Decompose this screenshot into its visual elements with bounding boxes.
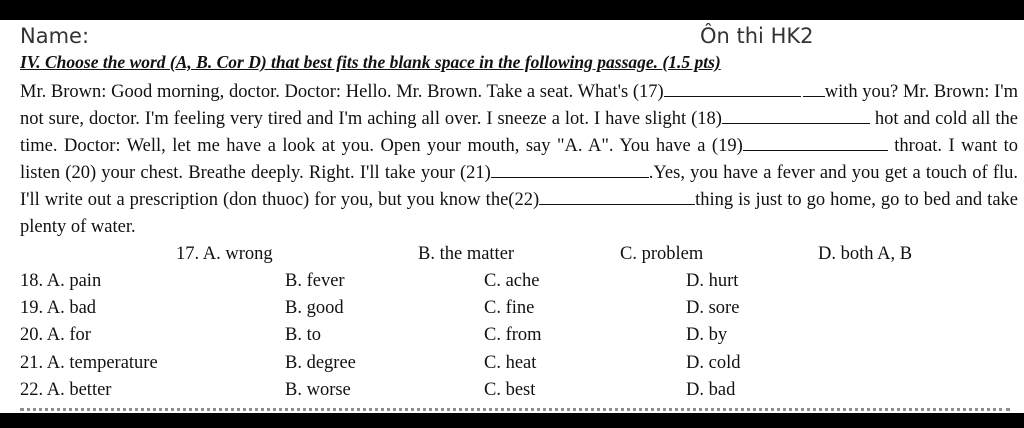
name-label: Name:: [20, 24, 90, 48]
option-b: B. worse: [285, 380, 351, 400]
option-c: C. ache: [484, 271, 540, 291]
option-a: 21. A. temperature: [20, 353, 158, 373]
blank-18: [722, 107, 870, 124]
passage-text-4: throat. I want to listen (20) your chest. Breathe deeply. Right. I'll take your (21): [20, 136, 1019, 183]
review-title: Ôn thi HK2: [700, 24, 814, 48]
passage-text-2: with you? Mr. Brown: I'm not sure, doctor. I'm feeling very tired and I'm aching all over. I sneeze a lot. I have slight (18): [20, 82, 1018, 129]
option-b: B. degree: [285, 353, 356, 373]
option-d: D. both A, B: [818, 244, 913, 264]
passage: [20, 79, 1018, 241]
option-d: D. sore: [686, 298, 740, 318]
blank-21: [491, 161, 649, 178]
option-a: 18. A. pain: [20, 271, 102, 291]
option-c: C. from: [484, 325, 542, 345]
blank-22: [539, 188, 695, 205]
passage-text-5: .Yes, you have a fever and you get a touch of flu. I'll write out a prescription (don thuoc) for you, but you know the(22): [20, 163, 1018, 210]
passage-text-1: Mr. Brown: Good morning, doctor. Doctor: Hello. Mr. Brown. Take a seat. What's (17): [20, 82, 664, 102]
passage-text-3: hot and cold all the time. Doctor: Well, let me have a look at you. Open your mouth, say "A. A". You have a (19): [20, 109, 1019, 156]
blank-17-tail: [803, 80, 825, 97]
option-b: B. the matter: [418, 244, 515, 264]
blank-17: [664, 80, 801, 97]
blank-19: [743, 134, 888, 151]
section-heading: IV. Choose the word (A, B. Cor D) that best fits the blank space in the following passage. (1.5 pts): [20, 52, 721, 72]
cropped-next-line: [20, 408, 1010, 413]
worksheet-page: [0, 20, 1024, 413]
option-a: 20. A. for: [20, 325, 91, 345]
passage-text-6: thing is just to go home, go to bed and take plenty of water.: [20, 190, 1018, 237]
option-b: B. to: [285, 325, 321, 345]
option-c: C. fine: [484, 298, 535, 318]
option-d: D. cold: [686, 353, 741, 373]
option-d: D. bad: [686, 380, 736, 400]
option-a: 22. A. better: [20, 380, 112, 400]
option-c: C. problem: [620, 244, 704, 264]
option-c: C. heat: [484, 353, 537, 373]
option-a: 19. A. bad: [20, 298, 97, 318]
option-b: B. good: [285, 298, 344, 318]
option-d: D. by: [686, 325, 728, 345]
option-c: C. best: [484, 380, 536, 400]
option-d: D. hurt: [686, 271, 739, 291]
option-b: B. fever: [285, 271, 345, 291]
option-a: 17. A. wrong: [176, 244, 273, 264]
